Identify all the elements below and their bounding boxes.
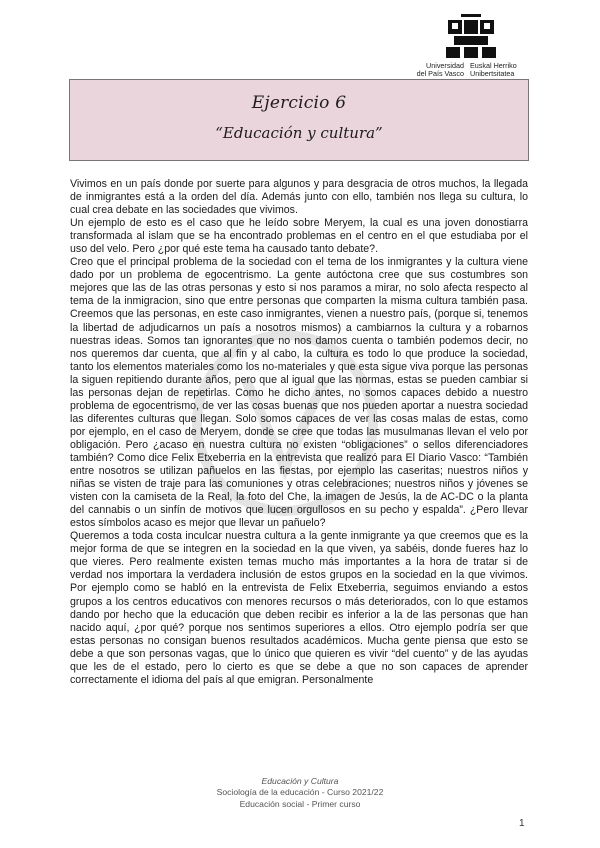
paragraph: Vivimos en un país donde por suerte para algunos y para desgracia de otros muchos, la llegada de inmigrantes está a la orden del día. Además junto con ello, también nos llega su cultura, lo cual crea debate en las sociedades que vivimos.	[70, 178, 528, 217]
exercise-subtitle: “Educación y cultura”	[215, 124, 383, 142]
paragraph: Un ejemplo de esto es el caso que he leído sobre Meryem, la cual es una joven donostiarra transformada al islam que se ha encontrado problemas en el centro en el que estudiaba por el uso del velo. Pero ¿por qué este tema ha causado tanto debate?.	[70, 217, 528, 256]
page-footer	[0, 776, 600, 810]
footer-program: Educación social - Primer curso	[239, 798, 361, 809]
logo-text-spanish: Universidad del País Vasco	[416, 61, 464, 78]
university-logo	[400, 14, 550, 76]
university-emblem-icon	[444, 14, 498, 60]
footer-course-title: Educación y Cultura	[261, 776, 339, 786]
logo-text-basque: Euskal Herriko Unibertsitatea	[470, 61, 517, 78]
essay-body	[70, 178, 528, 687]
page-number: 1	[519, 818, 525, 829]
title-box	[69, 79, 529, 161]
paragraph: Creo que el principal problema de la sociedad con el tema de los inmigrantes y la cultura viene dado por un problema de egocentrismo. La gente autóctona cree que sus costumbres son mejores que las de las otras personas y esto si nos paramos a mirar, no solo afecta respecto al tema de la inmigracion, sino que entre personas que comparten la misma cultura también pasa. Creemos que las personas, en este caso inmigrantes, vienen a nuestro país, (porque si, tenemos la libertad de adjudicarnos un país a nosotros mismos) a cambiarnos la cultura y a robarnos nuestras ideas. Somos tan ignorantes que no nos damos cuenta o también podemos decir, no nos queremos dar cuenta, que al fin y al cabo, la cultura es todo lo que produce la sociedad, tanto los elementos materiales como los no-materiales y que esta sigue viva porque las personas la siguen repitiendo durante años, pero que al igual que las normas, estas se pueden cambiar si las personas dejan de repetirlas. Como he dicho antes, no somos capaces debido a nuestro problema de egocentrismo, de ver las cosas buenas que nos pueden aportar a nuestra sociedad las diferentes culturas que llegan. Solo somos capaces de ver las cosas malas de estas, como por ejemplo, en el caso de Meryem, donde se cree que todas las musulmanas llevan el velo por obligación. Pero ¿acaso en nuestra cultura no existen “obligaciones” o sellos diferenciadores también? Como dice Felix Etxeberria en la entrevista que realizó para El Diario Vasco: “También entre nosotros se utilizan pañuelos en las fiestas, por ejemplo las caseritas; nuestros niños y niñas se visten de traje para las comuniones y otras celebraciones; nuestros niños y jóvenes se visten con la camiseta de la Real, la foto del Che, la imagen de Jesús, la de AC-DC o la planta del cannabis o un sinfín de motivos que lucen orgullosos en su pecho y espalda”. ¿Pero llevar estos símbolos acaso es mejor que llevar un pañuelo?	[70, 256, 528, 530]
exercise-title: Ejercicio 6	[251, 93, 347, 113]
footer-subject: Sociología de la educación - Curso 2021/22	[216, 787, 384, 798]
paragraph: Queremos a toda costa inculcar nuestra cultura a la gente inmigrante ya que creemos que es la mejor forma de que se integren en la sociedad en la que viven, ya sabéis, donde fueres haz lo que vieres. Pero realmente existen temas mucho más importantes a la hora de tratar si de verdad nos importara la verdadera inclusión de estos grupos en la sociedad en la que vivimos. Por ejemplo como se habló en la entrevista de Felix Etxeberria, seguimos enviando a estos grupos a los centros educativos con menores recursos o más deteriorados, con lo que estamos dando por hecho que la educación que deben recibir es inferior a la de las personas que han nacido aquí, ¿por qué? porque nos sentimos superiores a ellos. Otro ejemplo podría ser que estas personas no consigan buenos resultados académicos. Mucha gente piensa que esto se debe a que son personas vagas, que lo único que quieren es vivir “del cuento” y de las ayudas que les de el estado, pero lo cierto es que se debe a que no son capaces de aprender correctamente el idioma del país al que emigran. Personalmente	[70, 530, 528, 686]
